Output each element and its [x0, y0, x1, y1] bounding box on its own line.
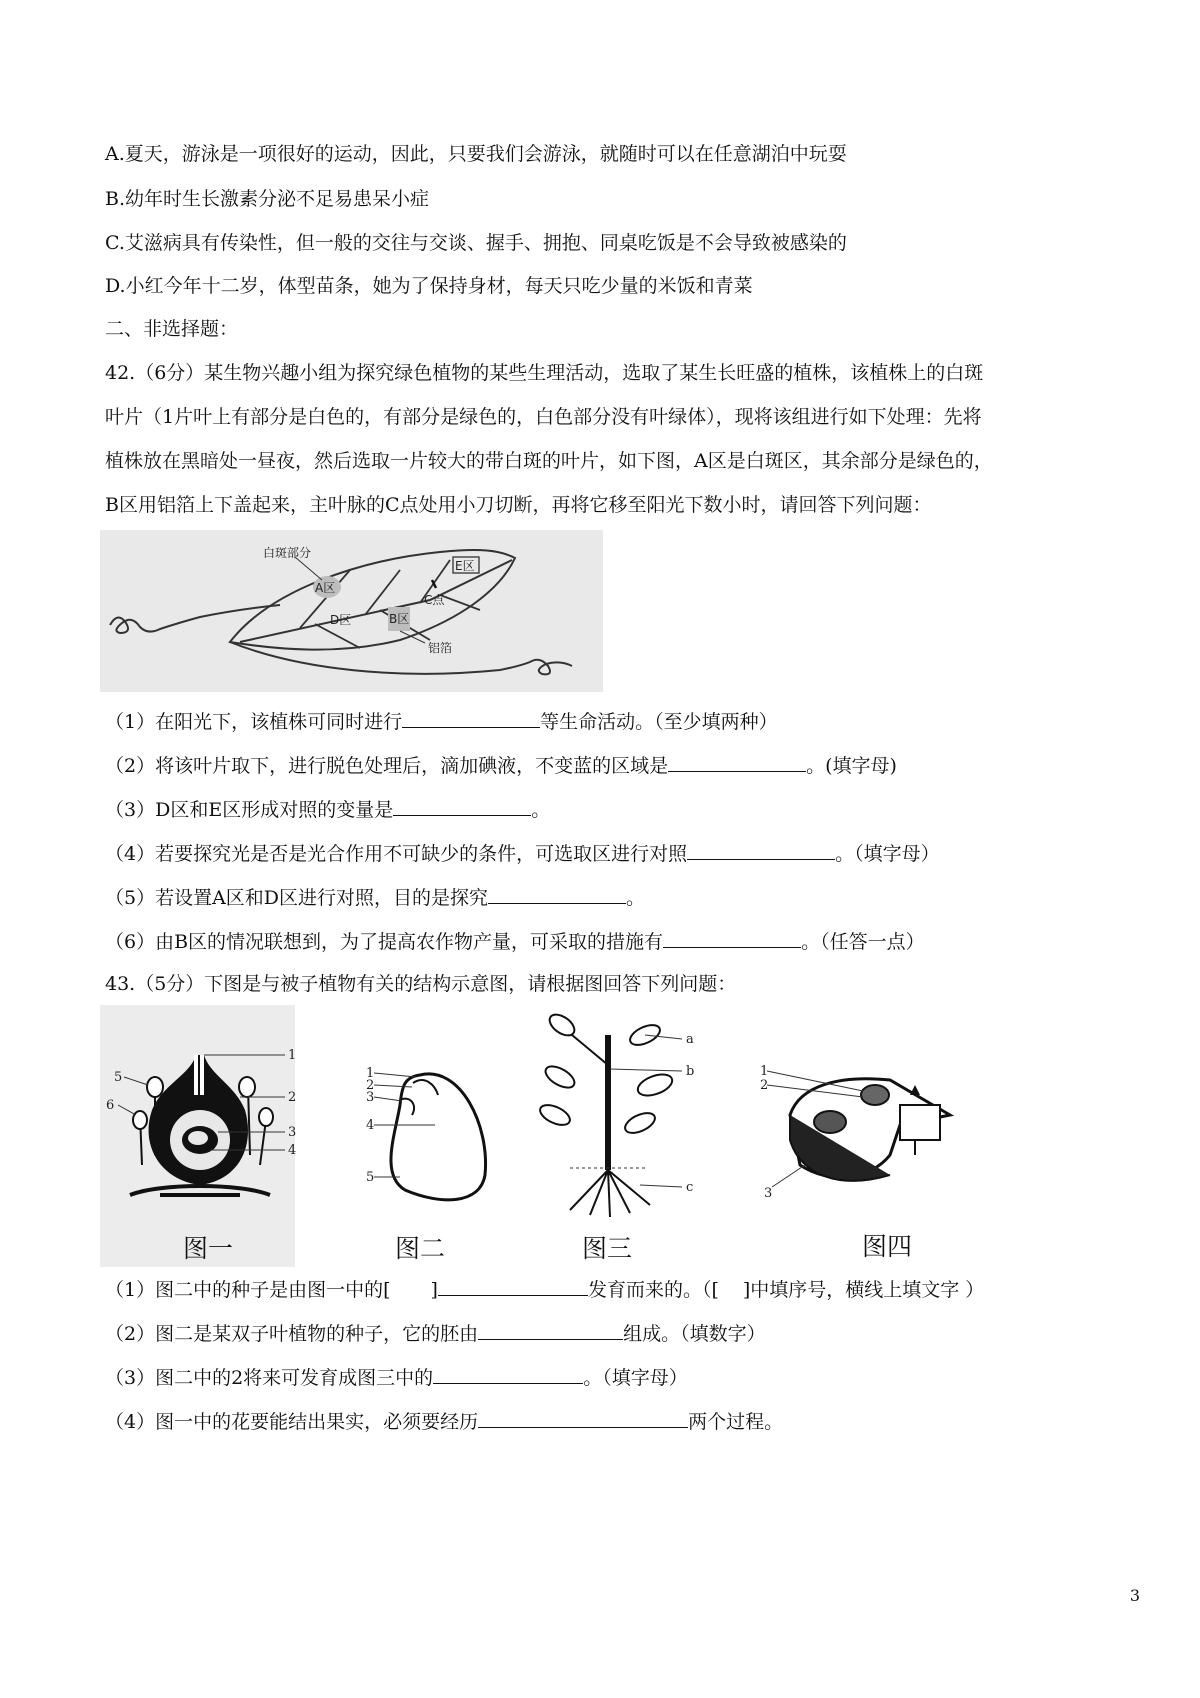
q42-stem-line-3: 植株放在黑暗处一昼夜，然后选取一片较大的带白斑的叶片，如下图，A区是白斑区，其余部分是绿色的，	[105, 450, 993, 472]
q42-sub6: （6）由B区的情况联想到，为了提高农作物产量，可采取的措施有 。（任答一点）	[105, 927, 925, 955]
q42-stem-line-4: B区用铝箔上下盖起来，主叶脉的C点处用小刀切断，再将它移至阳光下数小时，请回答下列问题：	[105, 494, 932, 516]
option-a: A.夏天，游泳是一项很好的运动，因此，只要我们会游泳，就随时可以在任意湖泊中玩耍	[105, 143, 847, 165]
fig1-label-2: 2	[288, 1090, 297, 1105]
q43-sub3: （3）图二中的2将来可发育成图三中的 。（填字母）	[105, 1363, 688, 1391]
label-foil: 铝箔	[428, 641, 453, 655]
fig2-label-2: 2	[366, 1078, 375, 1093]
option-c: C.艾滋病具有传染性，但一般的交往与交谈、握手、拥抱、同桌吃饭是不会导致被感染的	[105, 232, 847, 254]
q43-sub1: （1）图二中的种子是由图一中的[ ] 发育而来的。（[ ]中填序号，横线上填文字 ）	[105, 1275, 984, 1303]
q42-sub3: （3）D区和E区形成对照的变量是 。	[105, 795, 550, 823]
answer-blank[interactable]	[478, 1319, 623, 1340]
q42-sub2: （2）将该叶片取下，进行脱色处理后，滴加碘液，不变蓝的区域是 。(填字母)	[105, 751, 897, 779]
answer-blank[interactable]	[668, 751, 806, 772]
answer-blank[interactable]	[438, 1275, 588, 1296]
caption-figure-1: 图一	[183, 1234, 234, 1263]
label-area-b: B区	[389, 612, 410, 626]
fig4-label-1: 1	[760, 1064, 769, 1079]
caption-figure-2: 图二	[395, 1234, 446, 1263]
figures-svg	[100, 1005, 960, 1267]
answer-blank[interactable]	[663, 927, 801, 948]
fig1-label-1: 1	[288, 1048, 297, 1063]
option-d: D.小红今年十二岁，体型苗条，她为了保持身材，每天只吃少量的米饭和青菜	[105, 275, 753, 297]
leaf-figure	[100, 530, 603, 692]
answer-blank[interactable]	[433, 1363, 583, 1384]
answer-blank[interactable]	[393, 795, 531, 816]
label-point-c: C点	[424, 593, 445, 607]
fig3-label-a: a	[686, 1032, 694, 1047]
q42-stem-line-1: 42.（6分）某生物兴趣小组为探究绿色植物的某些生理活动，选取了某生长旺盛的植株，该植株上的白斑	[105, 362, 984, 384]
answer-blank[interactable]	[478, 1407, 688, 1428]
caption-figure-3: 图三	[582, 1234, 633, 1263]
q42-sub5: （5）若设置A区和D区进行对照，目的是探究 。	[105, 883, 645, 911]
q42-sub1: （1）在阳光下，该植株可同时进行 等生命活动。（至少填两种）	[105, 707, 778, 735]
leaf-diagram	[100, 530, 603, 692]
fig4-label-2: 2	[760, 1078, 769, 1093]
caption-figure-4: 图四	[862, 1232, 913, 1261]
q43-stem: 43.（5分）下图是与被子植物有关的结构示意图，请根据图回答下列问题：	[105, 973, 737, 995]
fig2-label-1: 1	[366, 1066, 375, 1081]
flower-seed-figures	[100, 1005, 960, 1267]
section-title: 二、非选择题：	[105, 318, 239, 340]
answer-blank[interactable]	[402, 707, 540, 728]
q43-sub2: （2）图二是某双子叶植物的种子，它的胚由 组成。（填数字）	[105, 1319, 766, 1347]
q42-sub4: （4）若要探究光是否是光合作用不可缺少的条件，可选取区进行对照 。（填字母）	[105, 839, 940, 867]
answer-blank[interactable]	[687, 839, 835, 860]
label-area-e: E区	[455, 559, 475, 573]
fig2-label-3: 3	[366, 1090, 375, 1105]
fig1-label-6: 6	[106, 1098, 115, 1113]
label-area-a: A区	[315, 581, 336, 595]
page-number: 3	[1129, 1586, 1140, 1605]
fig3-label-c: c	[686, 1180, 694, 1195]
fig4-label-3: 3	[764, 1186, 773, 1201]
q43-sub4: （4）图一中的花要能结出果实，必须要经历 两个过程。	[105, 1407, 783, 1435]
fig1-label-4: 4	[288, 1143, 297, 1158]
fig3-label-b: b	[686, 1064, 695, 1079]
label-area-d: D区	[330, 613, 352, 627]
fig1-label-5: 5	[114, 1070, 123, 1085]
option-b: B.幼年时生长激素分泌不足易患呆小症	[105, 188, 430, 210]
fig2-label-5: 5	[366, 1170, 375, 1185]
figure-2-seed	[366, 1066, 486, 1200]
fig1-label-3: 3	[288, 1125, 297, 1140]
q42-stem-line-2: 叶片（1片叶上有部分是白色的，有部分是绿色的，白色部分没有叶绿体），现将该组进行如下处理：先将	[105, 406, 982, 428]
figure-3-seedling	[537, 1010, 694, 1217]
label-white-part: 白斑部分	[263, 546, 312, 560]
answer-blank[interactable]	[488, 883, 626, 904]
figure-4-section	[760, 1064, 950, 1201]
fig2-label-4: 4	[366, 1118, 375, 1133]
